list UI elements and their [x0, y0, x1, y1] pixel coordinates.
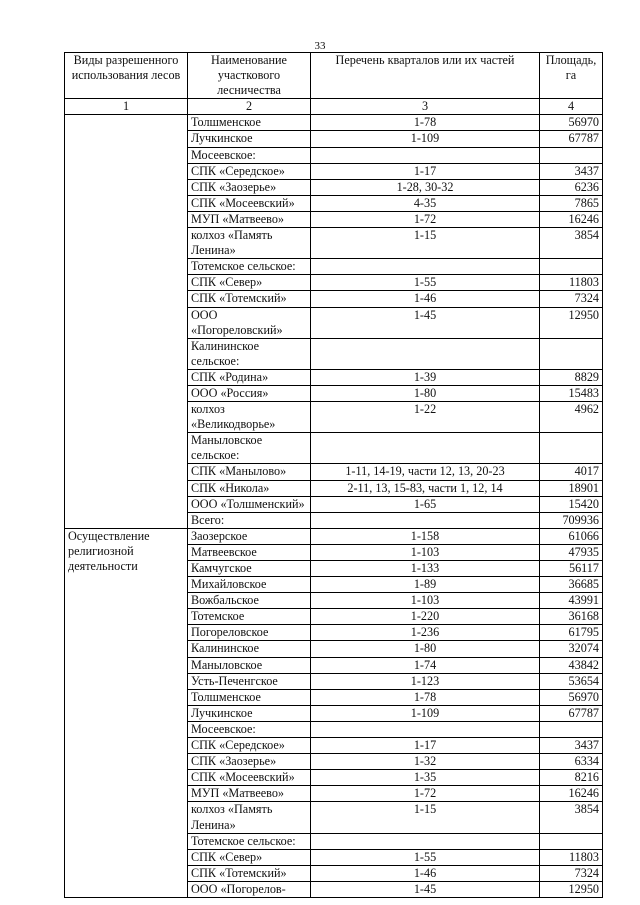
column-number: 2 — [188, 99, 311, 115]
forestry-name-cell: Тотемское сельское: — [188, 833, 311, 849]
quarters-cell: 2-11, 13, 15-83, части 1, 12, 14 — [311, 480, 540, 496]
area-cell: 3854 — [540, 228, 603, 259]
area-cell: 12950 — [540, 307, 603, 338]
forestry-name-cell: МУП «Матвеево» — [188, 786, 311, 802]
forestry-name-cell: СПК «Тотемский» — [188, 291, 311, 307]
forestry-name-cell: Михайловское — [188, 577, 311, 593]
area-cell: 47935 — [540, 544, 603, 560]
quarters-cell: 1-72 — [311, 786, 540, 802]
forestry-name-cell: Калининское — [188, 641, 311, 657]
area-cell — [540, 338, 603, 369]
area-cell: 56117 — [540, 561, 603, 577]
use-type-cell — [65, 115, 188, 528]
forestry-name-cell: СПК «Заозерье» — [188, 179, 311, 195]
area-cell: 32074 — [540, 641, 603, 657]
quarters-cell: 1-46 — [311, 865, 540, 881]
quarters-cell: 1-45 — [311, 307, 540, 338]
area-cell: 36168 — [540, 609, 603, 625]
quarters-cell: 1-72 — [311, 211, 540, 227]
area-cell: 56970 — [540, 115, 603, 131]
quarters-cell: 1-80 — [311, 641, 540, 657]
area-cell: 16246 — [540, 211, 603, 227]
forestry-name-cell: СПК «Мосеевский» — [188, 195, 311, 211]
quarters-cell: 1-133 — [311, 561, 540, 577]
forestry-name-cell: СПК «Заозерье» — [188, 754, 311, 770]
area-cell: 61066 — [540, 528, 603, 544]
forestry-name-cell: Погореловское — [188, 625, 311, 641]
area-cell: 36685 — [540, 577, 603, 593]
area-cell — [540, 833, 603, 849]
forestry-name-cell: СПК «Середское» — [188, 738, 311, 754]
forestry-name-cell: СПК «Манылово» — [188, 464, 311, 480]
area-cell: 7865 — [540, 195, 603, 211]
forest-use-table — [64, 52, 603, 898]
forestry-name-cell: Вожбальское — [188, 593, 311, 609]
header-area: Площадь, га — [540, 53, 603, 99]
quarters-cell: 1-15 — [311, 228, 540, 259]
forestry-name-cell: Толшменское — [188, 115, 311, 131]
area-cell: 67787 — [540, 705, 603, 721]
header-forestry-name: Наименование участкового лесничества — [188, 53, 311, 99]
forestry-name-cell: Матвеевское — [188, 544, 311, 560]
quarters-cell: 1-32 — [311, 754, 540, 770]
forestry-name-cell: СПК «Никола» — [188, 480, 311, 496]
quarters-cell — [311, 512, 540, 528]
table-row — [65, 528, 603, 544]
header-quarters: Перечень кварталов или их частей — [311, 53, 540, 99]
quarters-cell: 1-80 — [311, 385, 540, 401]
quarters-cell: 1-109 — [311, 131, 540, 147]
area-cell: 4962 — [540, 402, 603, 433]
forestry-name-cell: Лучкинское — [188, 131, 311, 147]
forestry-name-cell: МУП «Матвеево» — [188, 211, 311, 227]
area-cell — [540, 147, 603, 163]
forestry-name-cell: Лучкинское — [188, 705, 311, 721]
area-cell: 8829 — [540, 369, 603, 385]
quarters-cell — [311, 338, 540, 369]
forestry-name-cell: Калининское сельское: — [188, 338, 311, 369]
quarters-cell: 1-89 — [311, 577, 540, 593]
forestry-name-cell: колхоз «Память Ленина» — [188, 802, 311, 833]
forestry-name-cell: СПК «Север» — [188, 849, 311, 865]
quarters-cell: 4-35 — [311, 195, 540, 211]
area-cell: 6334 — [540, 754, 603, 770]
area-cell: 11803 — [540, 849, 603, 865]
area-cell — [540, 721, 603, 737]
area-cell: 6236 — [540, 179, 603, 195]
quarters-cell: 1-28, 30-32 — [311, 179, 540, 195]
forestry-name-cell: Камчугское — [188, 561, 311, 577]
forestry-name-cell: СПК «Мосеевский» — [188, 770, 311, 786]
quarters-cell — [311, 259, 540, 275]
column-number: 4 — [540, 99, 603, 115]
area-cell: 56970 — [540, 689, 603, 705]
area-cell: 61795 — [540, 625, 603, 641]
quarters-cell: 1-15 — [311, 802, 540, 833]
area-cell: 3437 — [540, 738, 603, 754]
quarters-cell — [311, 147, 540, 163]
area-cell: 16246 — [540, 786, 603, 802]
forestry-name-cell: Тотемское — [188, 609, 311, 625]
forestry-name-cell: ООО «Толшменский» — [188, 496, 311, 512]
quarters-cell: 1-78 — [311, 115, 540, 131]
area-cell: 7324 — [540, 291, 603, 307]
forestry-name-cell: колхоз «Память Ленина» — [188, 228, 311, 259]
quarters-cell: 1-45 — [311, 881, 540, 897]
area-cell: 15420 — [540, 496, 603, 512]
quarters-cell: 1-22 — [311, 402, 540, 433]
area-cell: 43842 — [540, 657, 603, 673]
quarters-cell — [311, 833, 540, 849]
area-cell — [540, 259, 603, 275]
forestry-name-cell: Маныловское — [188, 657, 311, 673]
quarters-cell: 1-55 — [311, 849, 540, 865]
quarters-cell: 1-236 — [311, 625, 540, 641]
area-cell: 43991 — [540, 593, 603, 609]
forestry-name-cell: СПК «Тотемский» — [188, 865, 311, 881]
area-cell: 4017 — [540, 464, 603, 480]
area-cell: 3854 — [540, 802, 603, 833]
forestry-name-cell: СПК «Север» — [188, 275, 311, 291]
forestry-name-cell: ООО «Погореловский» — [188, 307, 311, 338]
quarters-cell: 1-46 — [311, 291, 540, 307]
forestry-name-cell: Заозерское — [188, 528, 311, 544]
area-cell: 709936 — [540, 512, 603, 528]
area-cell: 12950 — [540, 881, 603, 897]
forestry-name-cell: ООО «Погорелов- — [188, 881, 311, 897]
forestry-name-cell: Толшменское — [188, 689, 311, 705]
area-cell: 67787 — [540, 131, 603, 147]
quarters-cell: 1-17 — [311, 738, 540, 754]
header-use-type: Виды разрешенного использования лесов — [65, 53, 188, 99]
table-row — [65, 115, 603, 131]
area-cell: 18901 — [540, 480, 603, 496]
quarters-cell: 1-35 — [311, 770, 540, 786]
quarters-cell: 1-17 — [311, 163, 540, 179]
quarters-cell: 1-220 — [311, 609, 540, 625]
quarters-cell: 1-109 — [311, 705, 540, 721]
forestry-name-cell: колхоз «Великодворье» — [188, 402, 311, 433]
area-cell: 11803 — [540, 275, 603, 291]
quarters-cell: 1-103 — [311, 544, 540, 560]
quarters-cell: 1-39 — [311, 369, 540, 385]
quarters-cell: 1-78 — [311, 689, 540, 705]
area-cell: 7324 — [540, 865, 603, 881]
forestry-name-cell: СПК «Середское» — [188, 163, 311, 179]
forestry-name-cell: Маныловское сельское: — [188, 433, 311, 464]
quarters-cell: 1-123 — [311, 673, 540, 689]
quarters-cell: 1-158 — [311, 528, 540, 544]
column-number: 1 — [65, 99, 188, 115]
area-cell — [540, 433, 603, 464]
area-cell: 53654 — [540, 673, 603, 689]
quarters-cell: 1-11, 14-19, части 12, 13, 20-23 — [311, 464, 540, 480]
quarters-cell: 1-55 — [311, 275, 540, 291]
page-number: 33 — [314, 40, 326, 52]
area-cell: 3437 — [540, 163, 603, 179]
column-number: 3 — [311, 99, 540, 115]
forestry-name-cell: Мосеевское: — [188, 147, 311, 163]
use-type-cell: Осуществление религиозной деятельности — [65, 528, 188, 897]
area-cell: 8216 — [540, 770, 603, 786]
area-cell: 15483 — [540, 385, 603, 401]
quarters-cell: 1-103 — [311, 593, 540, 609]
forestry-name-cell: Всего: — [188, 512, 311, 528]
quarters-cell: 1-65 — [311, 496, 540, 512]
forestry-name-cell: Тотемское сельское: — [188, 259, 311, 275]
table-header-row — [65, 53, 603, 99]
forestry-name-cell: Мосеевское: — [188, 721, 311, 737]
column-number-row — [65, 99, 603, 115]
forestry-name-cell: СПК «Родина» — [188, 369, 311, 385]
quarters-cell: 1-74 — [311, 657, 540, 673]
quarters-cell — [311, 721, 540, 737]
table-body — [65, 115, 603, 898]
forestry-name-cell: Усть-Печенгское — [188, 673, 311, 689]
quarters-cell — [311, 433, 540, 464]
forestry-name-cell: ООО «Россия» — [188, 385, 311, 401]
